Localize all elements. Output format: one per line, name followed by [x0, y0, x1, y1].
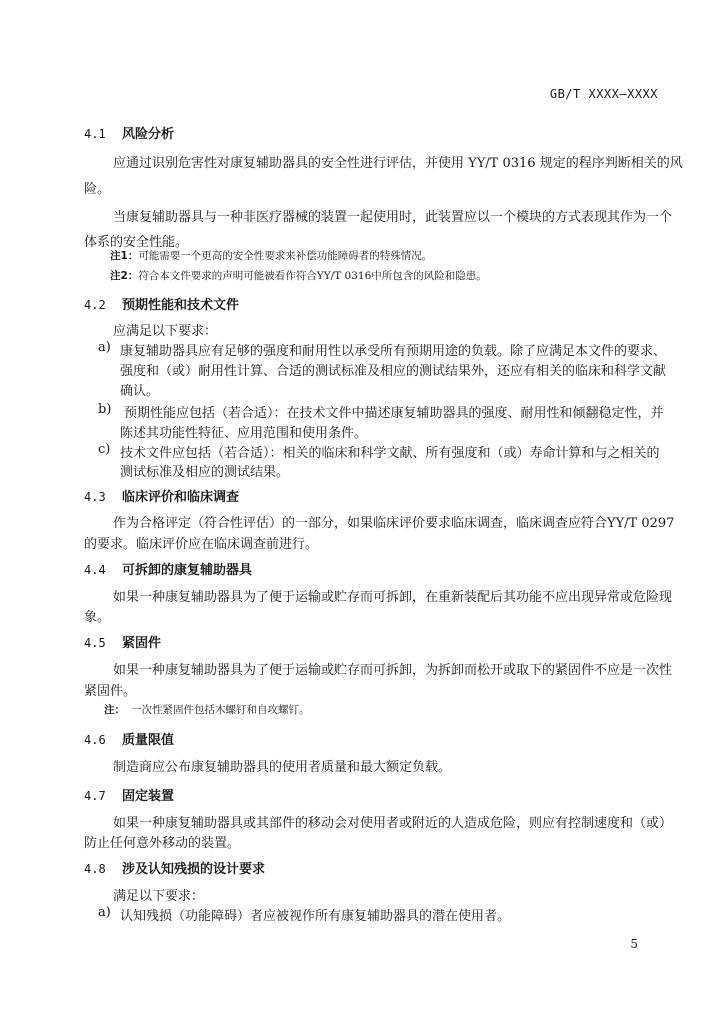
section-heading-4-6: [84, 729, 174, 748]
list-item-line: 预期性能应包括（若合适）：在技术文件中描述康复辅助器具的强度、耐用性和倾翻稳定性，并: [124, 406, 664, 421]
list-marker-a: a): [98, 340, 111, 355]
paragraph-line: 作为合格评定（符合性评估）的一部分，如果临床评价要求临床调查，临床调查应符合YY/T 0297: [113, 516, 675, 531]
note: [104, 702, 310, 717]
paragraph-line: 应通过识别危害性对康复辅助器具的安全性进行评估，并使用 YY/T 0316 规定的程序判断相关的风: [113, 156, 683, 171]
list-item-line: 康复辅助器具应有足够的强度和耐用性以承受所有预期用途的负载。除了应满足本文件的要求、: [120, 344, 667, 359]
note-text: 符合本文件要求的声明可能被看作符合YY/T 0316中所包含的风险和隐患。: [138, 270, 487, 282]
section-number: 4.8: [84, 862, 106, 876]
list-item-line: 陈述其功能性特征、应用范围和使用条件。: [120, 426, 368, 441]
section-title: 临床评价和临床调查: [122, 490, 240, 505]
note-text: 一次性紧固件包括木螺钉和自攻螺钉。: [131, 704, 310, 716]
section-number: 4.3: [84, 490, 106, 504]
section-title: 预期性能和技术文件: [122, 298, 240, 313]
list-item-line: 认知残损（功能障碍）者应被视作所有康复辅助器具的潜在使用者。: [120, 909, 511, 924]
section-heading-4-3: [84, 486, 239, 505]
section-title: 风险分析: [122, 127, 175, 142]
standard-number: GB/T XXXX—XXXX: [549, 87, 658, 101]
section-title: 质量限值: [122, 733, 175, 748]
section-heading-4-2: [84, 294, 239, 313]
paragraph-line: 体系的安全性能。: [84, 235, 189, 250]
section-heading-4-7: [84, 785, 174, 804]
section-number: 4.7: [84, 789, 106, 803]
section-number: 4.2: [84, 298, 106, 312]
section-title: 可拆卸的康复辅助器具: [122, 563, 253, 578]
paragraph-line: 如果一种康复辅助器具或其部件的移动会对使用者或附近的人造成危险，则应有控制速度和（或）: [113, 816, 673, 831]
paragraph-line: 当康复辅助器具与一种非医疗器械的装置一起使用时，此装置应以一个模块的方式表现其作为一个: [113, 210, 673, 225]
list-item-line: 测试标准及相应的测试结果。: [120, 465, 290, 480]
section-number: 4.1: [84, 127, 106, 141]
note-tag: 注2：: [110, 270, 139, 282]
note-tag: 注：: [104, 704, 125, 716]
section-title: 涉及认知残损的设计要求: [122, 862, 266, 877]
list-marker-a: a): [98, 905, 111, 920]
paragraph-line: 防止任何意外移动的装置。: [84, 836, 241, 851]
paragraph-line: 的要求。临床评价应在临床调查前进行。: [84, 537, 319, 552]
paragraph-line: 如果一种康复辅助器具为了便于运输或贮存而可拆卸，在重新装配后其功能不应出现异常或危险现: [113, 590, 673, 605]
page-number: 5: [630, 937, 638, 951]
paragraph-line: 制造商应公布康复辅助器具的使用者质量和最大额定负载。: [113, 760, 452, 775]
paragraph-line: 象。: [84, 610, 111, 625]
paragraph-line: 应满足以下要求：: [113, 324, 218, 339]
section-number: 4.5: [84, 636, 106, 650]
list-marker-b: b): [98, 402, 112, 417]
note-2: [110, 268, 487, 283]
paragraph-line: 满足以下要求：: [113, 889, 205, 904]
paragraph-line: 险。: [84, 182, 111, 197]
section-heading-4-5: [84, 632, 161, 651]
section-heading-4-4: [84, 559, 252, 578]
section-title: 固定装置: [122, 789, 175, 804]
list-item-line: 技术文件应包括（若合适）：相关的临床和科学文献、所有强度和（或）寿命计算和与之相关的: [120, 446, 660, 461]
list-item-line: 强度和（或）耐用性计算、合适的测试标准及相应的测试结果外，还应有相关的临床和科学文献: [120, 364, 667, 379]
note-tag: 注1：: [110, 250, 139, 262]
section-title: 紧固件: [122, 636, 162, 651]
paragraph-line: 紧固件。: [84, 684, 137, 699]
paragraph-line: 如果一种康复辅助器具为了便于运输或贮存而可拆卸，为拆卸而松开或取下的紧固件不应是一次性: [113, 663, 673, 678]
list-item-line: 确认。: [120, 384, 160, 399]
note-1: [110, 248, 432, 263]
section-number: 4.4: [84, 563, 106, 577]
note-text: 可能需要一个更高的安全性要求来补偿功能障碍者的特殊情况。: [138, 250, 433, 262]
section-number: 4.6: [84, 733, 106, 747]
list-marker-c: c): [98, 442, 111, 457]
section-heading-4-8: [84, 858, 265, 877]
section-heading-4-1: [84, 123, 174, 142]
